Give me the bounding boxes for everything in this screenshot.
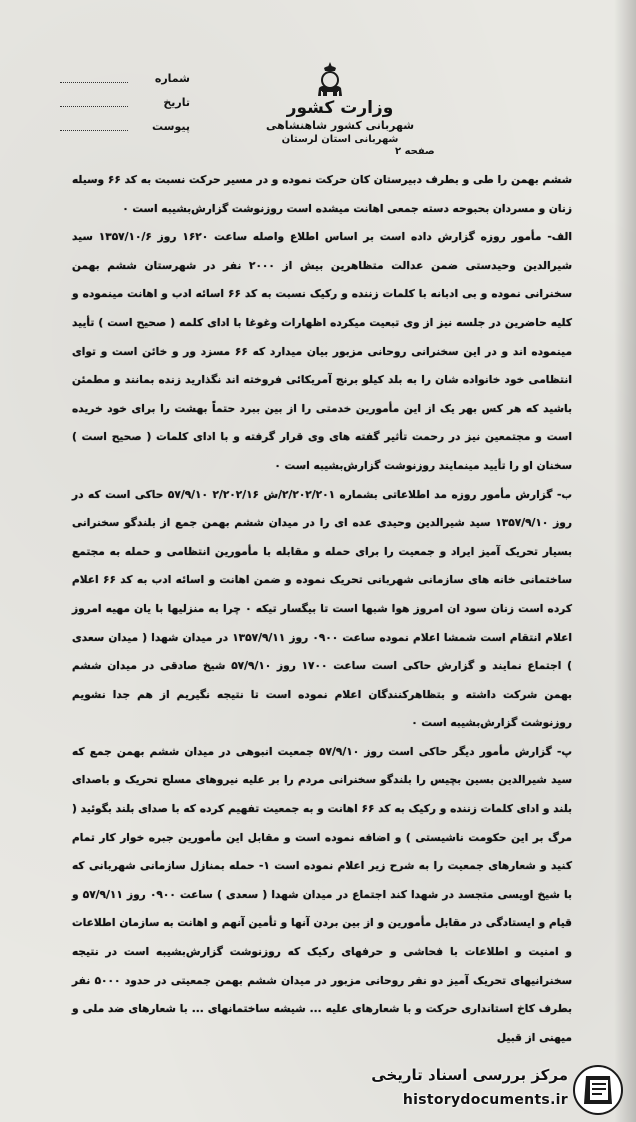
letterhead bbox=[250, 98, 430, 147]
archive-logo-icon bbox=[572, 1064, 624, 1116]
body-paragraph: الف- مأمور روزه گزارش داده است بر اساس اطلاع واصله ساعت ۱۶۲۰ روز ۱۳۵۷/۱۰/۶ سید شیرالدین وحیدستی ضمن عدالت متظاهرین بیش از ۲۰۰۰ نفر در شهرستان ششم بهمن سخنرانی نموده و بی ادبانه با کلمات زننده و رکیک نسبت به کد ۶۶ اسائه ادب و اهانت مینموده و کلیه حاضرین در جلسه نیز از وی تبعیت میکرده اظهارات وغوغا با ادای کلمه ( صحیح است ) تأیید مینموده اند و در این سخنرانی روحانی مزبور بیان میدارد که ۶۶ مسزد ور و خائن است و توای انتظامی خود خانواده شان را به بلد کیلو برنج آمریکائی فروخته اند نگذارید زنده بمانند و مطمئن باشید که هر کس بهر یک از این مأمورین خدمتی را از بین ببرد حتماً بهشت را برای خود خریده است و مجتمعین نیز در رحمت تأثیر گفته های وی قرار گرفته و با ادای کلمات ( صحیح است ) سخنان او را تأیید مینمایند روزنوشت گزارش‌بشیبه است ۰ bbox=[72, 231, 573, 472]
ministry-title: وزارت کشور bbox=[286, 98, 394, 118]
meta-fields bbox=[60, 72, 190, 144]
body-paragraph: ب- گزارش مأمور روزه مد اطلاعاتی بشماره ۲/۲۰۲/۲۰۱/ش ۲/۲۰۲/۱۶ ۵۷/۹/۱۰ حاکی است که در روز ۱۳۵۷/۹/۱۰ سید شیرالدین وحیدی عده ای را در میدان ششم بهمن جمع از بلندگو سخنرانی بسیار تحریک آمیز ایراد و جمعیت را برای حمله و مقابله با مأمورین انتظامی و حمله به مجتمع ساختمانی خانه های سازمانی شهربانی تحریک نموده و ضمن اهانت و اسائه ادب به کد ۶۶ اعلام کرده است زنان سود ان امروز هوا شبها است تا بیگسار تیکه ۰ چرا به منزلیها با یان مهیه امروز اعلام انتقام است شمشا اعلام نموده ساعت ۰۹۰۰ روز ۱۳۵۷/۹/۱۱ در میدان شهدا ( میدان سعدی ) اجتماع نمایند و گزارش حاکی است ساعت ۱۷۰۰ روز ۵۷/۹/۱۰ شیخ صادقی در میدان ششم بهمن شرکت داشته و بتظاهرکنندگان اعلام نموده است تا نتیجه نگیریم از هم جدا نشویم روزنوشت گزارش‌بشیبه است ۰ bbox=[72, 488, 573, 730]
meta-row-date bbox=[60, 96, 190, 120]
meta-label-number: شماره bbox=[154, 72, 190, 85]
watermark bbox=[360, 1062, 630, 1118]
letterhead-line-2: شهربانی استان لرستان bbox=[281, 134, 399, 145]
meta-dotted-line bbox=[60, 130, 128, 131]
meta-dotted-line bbox=[60, 82, 128, 83]
page-number: صفحه ۲ bbox=[395, 146, 435, 157]
document-body bbox=[72, 166, 572, 1052]
body-paragraph: پ- گزارش مأمور دیگر حاکی است روز ۵۷/۹/۱۰ جمعیت انبوهی در میدان ششم بهمن جمع که سید شیرالدین بسین بچیس را بلندگو سخنرانی مردم را بر علیه نیروهای مسلح تحریک و باصدای بلند و ادای کلمات زننده و رکیک به کد ۶۶ اهانت و به جمعیت تفهیم کرده که با صدای بلند بگوئید ( مرگ بر این حکومت ناشیستی ) و اضافه نموده است و مقابل این مأمورین جبره خوار کار تمام کنید و شعارهای جمعیت را به شرح زیر اعلام نموده است ۱- حمله بمنازل سازمانی شهربانی که با شیخ اویسی متجسد در شهدا کند اجتماع در میدان شهدا ( سعدی ) ساعت ۰۹۰۰ روز ۵۷/۹/۱۱ و قیام و ایستادگی در مقابل مأمورین و از بین بردن آنها و تأمین آنهم و اهانت به سازمان اطلاعات و امنیت و اطلاعات با فحاشی و حرفهای رکیک که روزنوشت گزارش‌بشیبه است در نتیجه سخنرانیهای تحریک آمیز دو نفر روحانی مزبور در میدان ششم بهمن جمعیتی در حدود ۵۰۰۰ نفر بطرف کاخ استانداری حرکت و با شعارهای علیه ... شیشه ساختمانهای ... با شعارهای ضد ملی و میهنی از قبیل bbox=[72, 745, 572, 1044]
meta-row-attachment bbox=[60, 120, 190, 144]
watermark-title: مرکز بررسی اسناد تاریخی bbox=[371, 1066, 568, 1084]
meta-row-number bbox=[60, 72, 190, 96]
meta-dotted-line bbox=[60, 106, 128, 107]
body-paragraph: ششم بهمن را طی و بطرف دبیرستان کان حرکت نموده و در مسیر حرکت نسبت به کد ۶۶ وسیله زنان و مسردان بحبوحه دسته جمعی اهانت میشده است روزنوشت گزارش‌بشیبه است ۰ bbox=[72, 174, 572, 215]
page-edge-shadow bbox=[614, 0, 636, 1122]
meta-label-attachment: پیوست bbox=[152, 120, 190, 133]
letterhead-line-1: شهربانی کشور شاهنشاهی bbox=[265, 119, 415, 132]
meta-label-date: تاریخ bbox=[163, 96, 190, 109]
watermark-url: historydocuments.ir bbox=[402, 1092, 568, 1108]
lion-and-sun-emblem-icon bbox=[313, 58, 347, 100]
